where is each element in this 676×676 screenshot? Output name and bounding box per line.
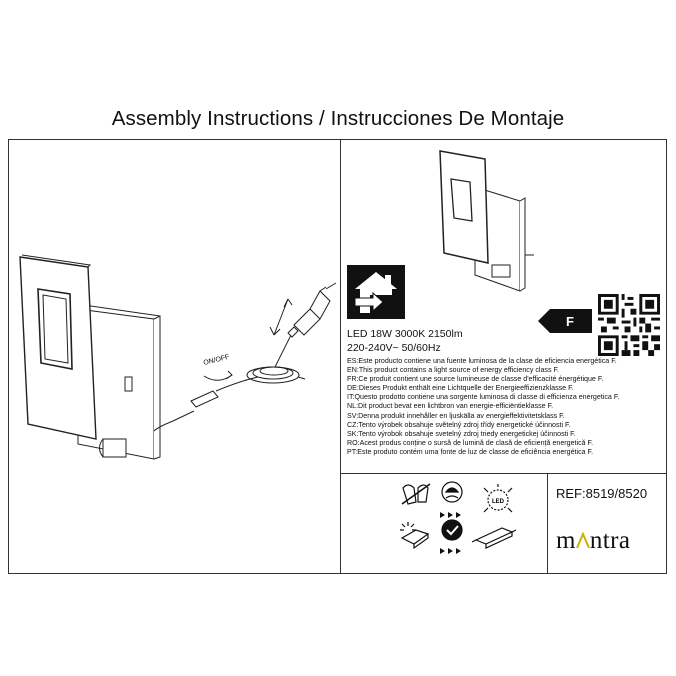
footer-divider-vertical bbox=[547, 473, 548, 574]
lamp-assembly-illustration bbox=[8, 139, 340, 574]
energy-statement-sk: SK:Tento výrobok obsahuje svetelný zdroj triedy energetickej účinnosti F. bbox=[347, 429, 576, 438]
light-icon bbox=[400, 522, 428, 548]
energy-statement-nl: NL:Dit product bevat een lichtbron van energie-efficiëntieklasse F. bbox=[347, 402, 554, 411]
spec-voltage: 220-240V~ 50/60Hz bbox=[347, 342, 441, 354]
hands-warning-icon bbox=[402, 484, 430, 504]
energy-statements bbox=[347, 357, 665, 457]
switch-label: ON/OFF bbox=[202, 353, 231, 367]
energy-statement-de: DE:Dieses Produkt enthält eine Lichtquelle der Energieeffizienzklasse F. bbox=[347, 384, 574, 393]
footer-divider bbox=[340, 473, 667, 474]
safety-icons bbox=[398, 478, 518, 568]
qr-code-icon bbox=[598, 294, 660, 356]
spec-lines bbox=[347, 327, 463, 355]
energy-statement-fr: FR:Ce produit contient une source lumineuse de classe d'efficacité énergétique F. bbox=[347, 375, 604, 384]
energy-class-badge bbox=[538, 309, 592, 333]
spec-power: LED 18W 3000K 2150lm bbox=[347, 328, 463, 340]
brand-logo: m ntra bbox=[556, 527, 631, 554]
lamp-side-illustration bbox=[430, 145, 550, 305]
energy-statement-es: ES:Este producto contiene una fuente luminosa de la clase de eficiencia energética F. bbox=[347, 357, 617, 365]
energy-statement-cz: CZ:Tento výrobek obsahuje světelný zdroj třídy energetické účinnosti F. bbox=[347, 420, 571, 429]
house-arrow-icon bbox=[347, 265, 405, 319]
energy-class-letter: F bbox=[566, 314, 574, 329]
energy-statement-pt: PT:Este produto contém uma fonte de luz de classe de eficiência energética F. bbox=[347, 447, 594, 456]
energy-statement-sv: SV:Denna produkt innehåller en ljuskälla av energieffektivitetsklass F. bbox=[347, 411, 565, 420]
energy-statement-en: EN:This product contains a light source of energy efficiency class F. bbox=[347, 366, 559, 375]
panel-divider bbox=[340, 139, 341, 574]
led-badge: LED bbox=[492, 499, 504, 505]
reference-code: REF:8519/8520 bbox=[556, 486, 648, 501]
energy-statement-ro: RO:Acest produs conține o sursă de lumină de clasă de eficiență energetică F. bbox=[347, 438, 594, 447]
energy-statement-it: IT:Questo prodotto contiene una sorgente luminosa di classe di efficienza energetica F. bbox=[347, 393, 620, 402]
page-title: Assembly Instructions / Instrucciones De Montaje bbox=[111, 107, 565, 130]
